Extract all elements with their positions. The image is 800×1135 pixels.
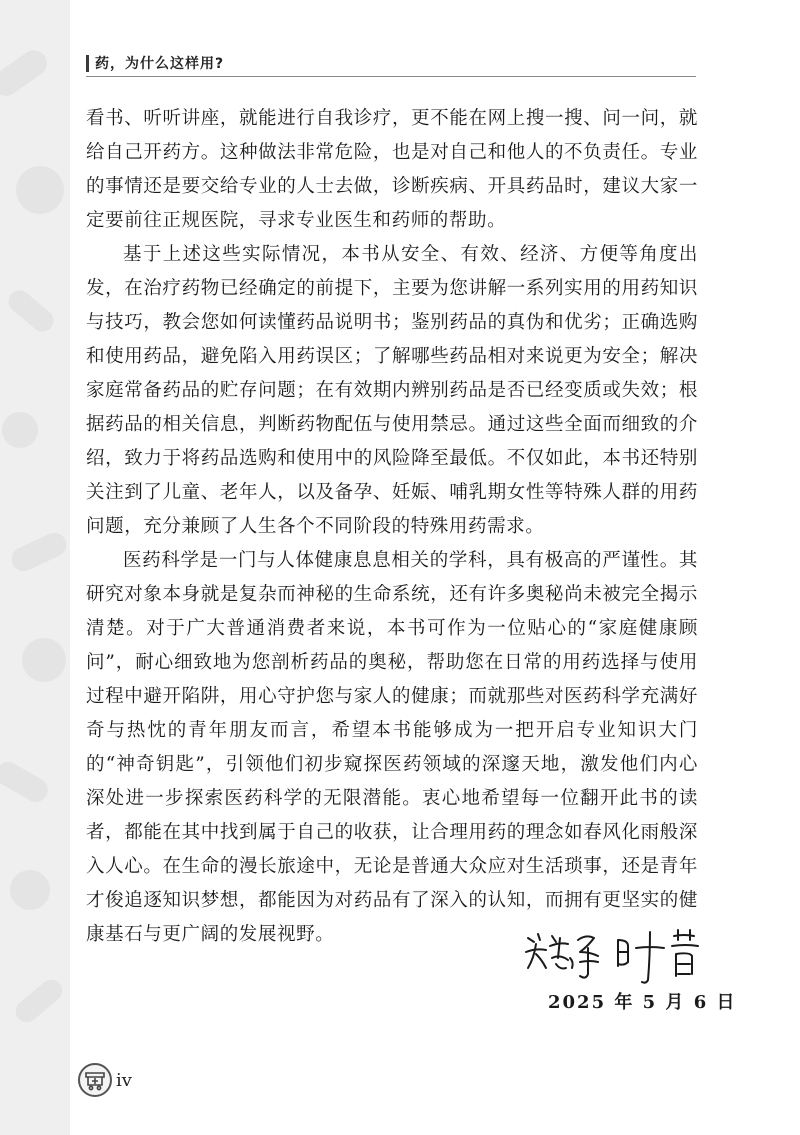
paragraph-continuation: 看书、听听讲座，就能进行自我诊疗，更不能在网上搜一搜、问一问，就给自己开药方。这种做法非常危险，也是对自己和他人的不负责任。专业的事情还是要交给专业的人士去做，诊断疾病、开具药品时，建议大家一定要前往正规医院，寻求专业医生和药师的帮助。: [86, 108, 698, 231]
running-head-rule: [86, 76, 696, 77]
pharmacy-cart-icon: [78, 1063, 112, 1097]
pill-pattern-icon: [0, 0, 70, 1135]
decorative-side-band: [0, 0, 70, 1135]
running-head-title: 药，为什么这样用?: [95, 56, 225, 72]
page-folio: [78, 1061, 132, 1099]
running-head: [86, 52, 224, 74]
body-text: [86, 102, 698, 952]
paragraph-purpose: 医药科学是一门与人体健康息息相关的学科，具有极高的严谨性。其研究对象本身就是复杂而神秘的生命系统，还有许多奥秘尚未被完全揭示清楚。对于广大普通消费者来说，本书可作为一位贴心的“家庭健康顾问”，耐心细致地为您剖析药品的奥秘，帮助您在日常的用药选择与使用过程中避开陷阱，用心守护您与家人的健康；而就那些对医药科学充满好奇与热忱的青年朋友而言，希望本书能够成为一把开启专业知识大门的“神奇钥匙”，引领他们初步窥探医药领域的深邃天地，激发他们内心深处进一步探索医药科学的无限潜能。衷心地希望每一位翻开此书的读者，都能在其中找到属于自己的收获，让合理用药的理念如春风化雨般深入人心。在生命的漫长旅途中，无论是普通大众应对生活琐事，还是青年才俊追逐知识梦想，都能因为对药品有了深入的认知，而拥有更坚实的健康基石与更广阔的发展视野。: [86, 550, 698, 945]
paragraph-scope: 基于上述这些实际情况，本书从安全、有效、经济、方便等角度出发，在治疗药物已经确定的前提下，主要为您讲解一系列实用的用药知识与技巧，教会您如何读懂药品说明书；鉴别药品的真伪和优劣；正确选购和使用药品，避免陷入用药误区；了解哪些药品相对来说更为安全；解决家庭常备药品的贮存问题；在有效期内辨别药品是否已经变质或失效；根据药品的相关信息，判断药物配伍与使用禁忌。通过这些全面而细致的介绍，致力于将药品选购和使用中的风险降至最低。不仅如此，本书还特别关注到了儿童、老年人，以及备孕、妊娠、哺乳期女性等特殊人群的用药问题，充分兼顾了人生各个不同阶段的特殊用药需求。: [86, 244, 698, 537]
signature-image: [522, 918, 702, 984]
handwritten-signature: [522, 918, 702, 984]
page-number: iv: [116, 1069, 132, 1091]
running-head-bar: [86, 55, 89, 72]
signing-date: 2025 年 5 月 6 日: [548, 992, 737, 1013]
